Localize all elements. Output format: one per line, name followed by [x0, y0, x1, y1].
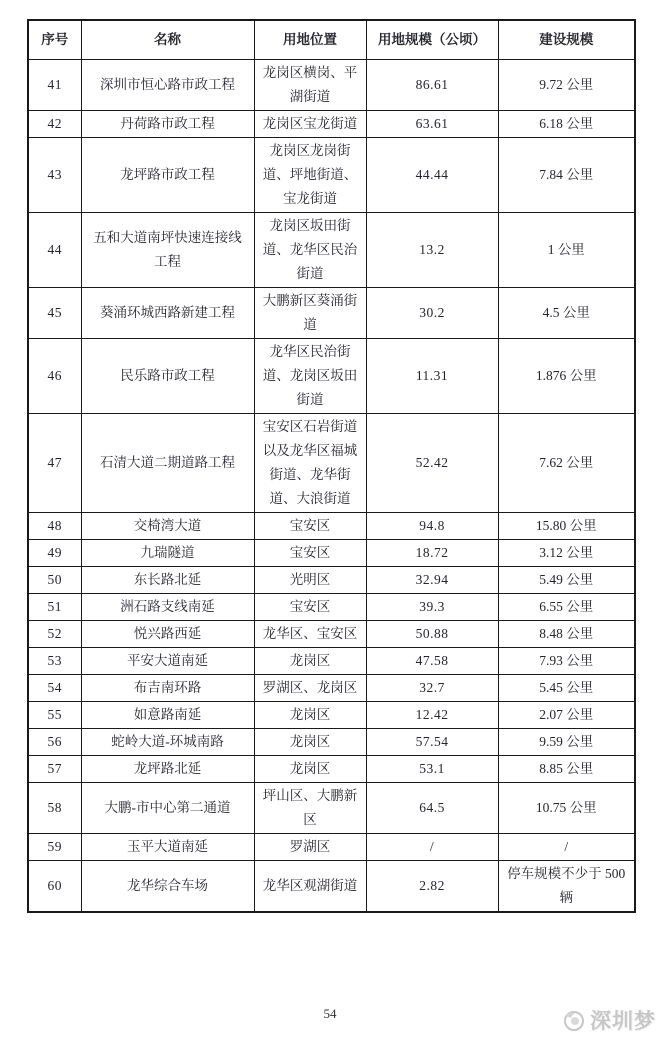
table-row — [28, 594, 635, 621]
cell-location: 龙华区、宝安区 — [254, 621, 366, 648]
table-row — [28, 339, 635, 414]
cell-scale: 停车规模不少于 500 辆 — [498, 861, 635, 913]
cell-scale: 1 公里 — [498, 213, 635, 288]
table-row — [28, 675, 635, 702]
cell-area: / — [366, 834, 498, 861]
cell-location: 龙岗区宝龙街道 — [254, 111, 366, 138]
table-row — [28, 213, 635, 288]
cell-name: 龙坪路北延 — [81, 756, 254, 783]
cell-area: 47.58 — [366, 648, 498, 675]
table-row — [28, 783, 635, 834]
cell-no: 49 — [28, 540, 81, 567]
projects-table — [27, 19, 636, 913]
cell-location: 龙岗区 — [254, 756, 366, 783]
cell-location: 坪山区、大鹏新区 — [254, 783, 366, 834]
cell-location: 龙岗区 — [254, 648, 366, 675]
cell-area: 86.61 — [366, 60, 498, 111]
cell-location: 光明区 — [254, 567, 366, 594]
cell-scale: 7.93 公里 — [498, 648, 635, 675]
watermark-text: 深圳梦 — [590, 1010, 656, 1033]
cell-name: 九瑞隧道 — [81, 540, 254, 567]
cell-location: 宝安区 — [254, 540, 366, 567]
cell-no: 41 — [28, 60, 81, 111]
cell-no: 58 — [28, 783, 81, 834]
table-body — [28, 60, 635, 913]
table-row — [28, 414, 635, 513]
cell-location: 龙岗区横岗、平湖街道 — [254, 60, 366, 111]
cell-scale: 5.45 公里 — [498, 675, 635, 702]
cell-scale: 9.59 公里 — [498, 729, 635, 756]
cell-scale: 7.62 公里 — [498, 414, 635, 513]
cell-location: 大鹏新区葵涌街道 — [254, 288, 366, 339]
cell-name: 东长路北延 — [81, 567, 254, 594]
cell-scale: 3.12 公里 — [498, 540, 635, 567]
cell-name: 如意路南延 — [81, 702, 254, 729]
cell-location: 宝安区石岩街道以及龙华区福城街道、龙华街道、大浪街道 — [254, 414, 366, 513]
cell-no: 44 — [28, 213, 81, 288]
column-header: 名称 — [81, 20, 254, 60]
cell-area: 30.2 — [366, 288, 498, 339]
table-row — [28, 834, 635, 861]
cell-area: 63.61 — [366, 111, 498, 138]
cell-no: 53 — [28, 648, 81, 675]
cell-scale: 6.18 公里 — [498, 111, 635, 138]
cell-no: 60 — [28, 861, 81, 913]
cell-no: 46 — [28, 339, 81, 414]
table-row — [28, 513, 635, 540]
table-row — [28, 540, 635, 567]
cell-area: 50.88 — [366, 621, 498, 648]
cell-location: 龙华区观湖街道 — [254, 861, 366, 913]
table-row — [28, 861, 635, 913]
cell-scale: 4.5 公里 — [498, 288, 635, 339]
cell-name: 龙华综合车场 — [81, 861, 254, 913]
cell-scale: / — [498, 834, 635, 861]
cell-location: 罗湖区 — [254, 834, 366, 861]
cell-area: 32.7 — [366, 675, 498, 702]
cell-scale: 7.84 公里 — [498, 138, 635, 213]
page-number: 54 — [323, 1006, 337, 1021]
cell-no: 42 — [28, 111, 81, 138]
cell-scale: 8.85 公里 — [498, 756, 635, 783]
watermark — [562, 1005, 656, 1035]
table-row — [28, 621, 635, 648]
cell-no: 56 — [28, 729, 81, 756]
cell-no: 43 — [28, 138, 81, 213]
cell-scale: 8.48 公里 — [498, 621, 635, 648]
cell-area: 57.54 — [366, 729, 498, 756]
cell-area: 11.31 — [366, 339, 498, 414]
cell-name: 民乐路市政工程 — [81, 339, 254, 414]
cell-no: 55 — [28, 702, 81, 729]
cell-name: 蛇岭大道-环城南路 — [81, 729, 254, 756]
cell-area: 32.94 — [366, 567, 498, 594]
column-header: 用地规模（公顷） — [366, 20, 498, 60]
cell-name: 丹荷路市政工程 — [81, 111, 254, 138]
cell-no: 48 — [28, 513, 81, 540]
column-header: 建设规模 — [498, 20, 635, 60]
cell-name: 五和大道南坪快速连接线工程 — [81, 213, 254, 288]
cell-location: 龙岗区龙岗街道、坪地街道、宝龙街道 — [254, 138, 366, 213]
cell-location: 龙岗区坂田街道、龙华区民治街道 — [254, 213, 366, 288]
cell-name: 玉平大道南延 — [81, 834, 254, 861]
cell-area: 2.82 — [366, 861, 498, 913]
cell-area: 94.8 — [366, 513, 498, 540]
cell-area: 44.44 — [366, 138, 498, 213]
cell-area: 12.42 — [366, 702, 498, 729]
table-header-row — [28, 20, 635, 60]
cell-name: 布吉南环路 — [81, 675, 254, 702]
cell-location: 龙岗区 — [254, 702, 366, 729]
table-row — [28, 288, 635, 339]
cell-area: 13.2 — [366, 213, 498, 288]
cell-location: 宝安区 — [254, 594, 366, 621]
table-row — [28, 729, 635, 756]
cell-scale: 6.55 公里 — [498, 594, 635, 621]
table-row — [28, 702, 635, 729]
cell-name: 深圳市恒心路市政工程 — [81, 60, 254, 111]
table-row — [28, 756, 635, 783]
table-row — [28, 111, 635, 138]
cell-name: 大鹏-市中心第二通道 — [81, 783, 254, 834]
table-row — [28, 567, 635, 594]
cell-scale: 2.07 公里 — [498, 702, 635, 729]
cell-name: 石清大道二期道路工程 — [81, 414, 254, 513]
watermark-logo-icon — [562, 1008, 586, 1032]
cell-area: 53.1 — [366, 756, 498, 783]
cell-location: 罗湖区、龙岗区 — [254, 675, 366, 702]
cell-name: 洲石路支线南延 — [81, 594, 254, 621]
cell-scale: 15.80 公里 — [498, 513, 635, 540]
cell-no: 45 — [28, 288, 81, 339]
cell-area: 64.5 — [366, 783, 498, 834]
cell-area: 39.3 — [366, 594, 498, 621]
cell-no: 52 — [28, 621, 81, 648]
cell-location: 龙华区民治街道、龙岗区坂田街道 — [254, 339, 366, 414]
cell-area: 52.42 — [366, 414, 498, 513]
cell-no: 50 — [28, 567, 81, 594]
cell-scale: 5.49 公里 — [498, 567, 635, 594]
cell-location: 龙岗区 — [254, 729, 366, 756]
column-header: 序号 — [28, 20, 81, 60]
cell-name: 龙坪路市政工程 — [81, 138, 254, 213]
cell-location: 宝安区 — [254, 513, 366, 540]
table-row — [28, 138, 635, 213]
column-header: 用地位置 — [254, 20, 366, 60]
cell-name: 悦兴路西延 — [81, 621, 254, 648]
cell-name: 平安大道南延 — [81, 648, 254, 675]
cell-name: 交椅湾大道 — [81, 513, 254, 540]
cell-scale: 10.75 公里 — [498, 783, 635, 834]
cell-no: 59 — [28, 834, 81, 861]
cell-area: 18.72 — [366, 540, 498, 567]
table-row — [28, 60, 635, 111]
cell-scale: 9.72 公里 — [498, 60, 635, 111]
cell-no: 54 — [28, 675, 81, 702]
cell-no: 51 — [28, 594, 81, 621]
cell-no: 47 — [28, 414, 81, 513]
cell-name: 葵涌环城西路新建工程 — [81, 288, 254, 339]
table-row — [28, 648, 635, 675]
cell-scale: 1.876 公里 — [498, 339, 635, 414]
cell-no: 57 — [28, 756, 81, 783]
